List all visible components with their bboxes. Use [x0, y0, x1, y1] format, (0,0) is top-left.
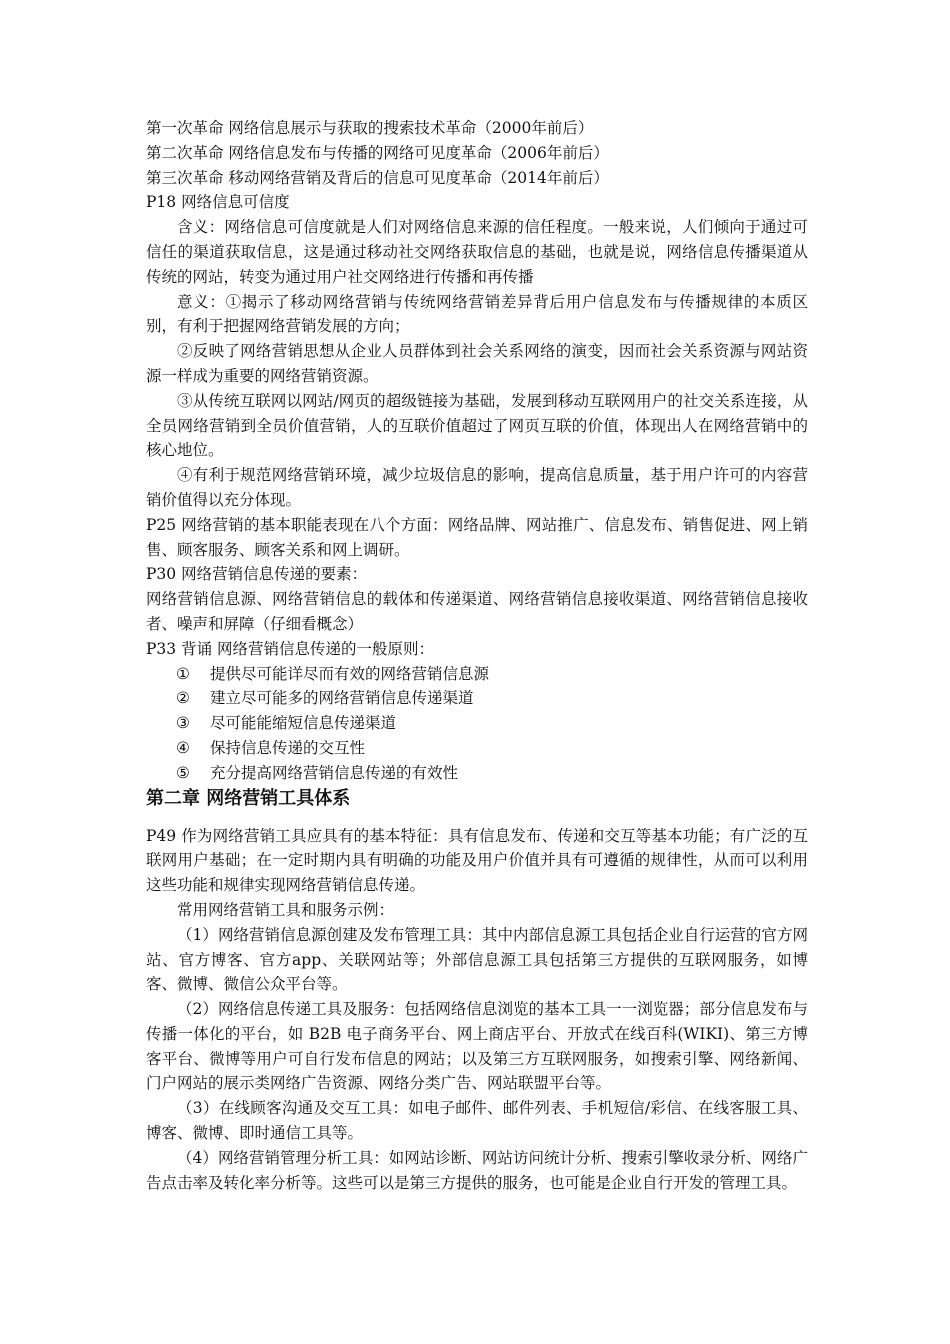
list-item [146, 711, 808, 736]
list-marker: ② [176, 689, 190, 708]
tool-item-1: （1）网络营销信息源创建及发布管理工具：其中内部信息源工具包括企业自行运营的官方网站、官方博客、官方app、关联网站等；外部信息源工具包括第三方提供的互联网服务，如博客、微博、微信公众平台等。 [146, 925, 808, 994]
tool-item-4: （4）网络营销管理分析工具：如网站诊断、网站访问统计分析、搜索引擎收录分析、网络广告点击率及转化率分析等。这些可以是第三方提供的服务，也可能是企业自行开发的管理工具。 [146, 1148, 808, 1192]
list-item [146, 761, 808, 786]
p18-significance-1: 意义：①揭示了移动网络营销与传统网络营销差异背后用户信息发布与传播规律的本质区别，有利于把握网络营销发展的方向； [146, 292, 808, 336]
list-item [146, 662, 808, 687]
p18-significance-3: ③从传统互联网以网站/网页的超级链接为基础，发展到移动互联网用户的社交关系连接，从全员网络营销到全员价值营销，人的互联价值超过了网页互联的价值，体现出人在网络营销中的核心地位。 [146, 391, 808, 460]
list-item-text: 保持信息传递的交互性 [210, 738, 366, 757]
p30-title: P30 网络营销信息传递的要素： [146, 565, 368, 584]
list-item-text: 提供尽可能详尽而有效的网络营销信息源 [210, 664, 490, 683]
list-item-text: 尽可能能缩短信息传递渠道 [210, 714, 397, 733]
list-item-text: 建立尽可能多的网络营销信息传递渠道 [210, 689, 474, 708]
revolution-1: 第一次革命 网络信息展示与获取的搜索技术革命（2000年前后） [146, 119, 594, 137]
list-marker: ③ [176, 714, 190, 733]
list-item [146, 736, 808, 761]
p49-paragraph: P49 作为网络营销工具应具有的基本特征：具有信息发布、传递和交互等基本功能；有广泛的互联网用户基础；在一定时期内具有明确的功能及用户价值并具有可遵循的规律性，从而可以利用这些功能和规律实现网络营销信息传递。 [146, 826, 808, 895]
revolution-2: 第二次革命 网络信息发布与传播的网络可见度革命（2006年前后） [146, 143, 609, 162]
p18-title: P18 网络信息可信度 [146, 193, 290, 212]
p18-significance-2: ②反映了网络营销思想从企业人员群体到社会关系网络的演变，因而社会关系资源与网站资源一样成为重要的网络营销资源。 [146, 342, 808, 385]
list-marker: ⑤ [176, 763, 190, 782]
p30-body: 网络营销信息源、网络营销信息的载体和传递渠道、网络营销信息接收渠道、网络营销信息接收者、噪声和屏障（仔细看概念） [146, 590, 808, 633]
list-item-text: 充分提高网络营销信息传递的有效性 [210, 763, 459, 782]
list-marker: ④ [176, 738, 190, 757]
tool-item-3: （3）在线顾客沟通及交互工具：如电子邮件、邮件列表、手机短信/彩信、在线客服工具、博客、微博、即时通信工具等。 [146, 1099, 808, 1143]
document-page [146, 116, 808, 1195]
revolution-3: 第三次革命 移动网络营销及背后的信息可见度革命（2014年前后） [146, 168, 609, 187]
list-item [146, 686, 808, 711]
tools-intro: 常用网络营销工具和服务示例： [177, 900, 395, 919]
tool-item-2: （2）网络信息传递工具及服务：包括网络信息浏览的基本工具一一浏览器；部分信息发布与传播一体化的平台，如 B2B 电子商务平台、网上商店平台、开放式在线百科(WIKI)、第三方博客平台、微博等用户可自行发布信息的网站；以及第三方互联网服务，如搜索引擎、网络新闻、门户网站的展示类网络广告资源、网络分类广告、网站联盟平台等。 [146, 1000, 808, 1093]
chapter-heading: 第二章 网络营销工具体系 [146, 787, 351, 809]
p33-principles-list [146, 662, 808, 786]
p33-title: P33 背诵 网络营销信息传递的一般原则： [146, 639, 435, 658]
p25-paragraph: P25 网络营销的基本职能表现在八个方面：网络品牌、网站推广、信息发布、销售促进、网上销售、顾客服务、顾客关系和网上调研。 [146, 515, 808, 559]
p18-significance-4: ④有利于规范网络营销环境，减少垃圾信息的影响，提高信息质量，基于用户许可的内容营销价值得以充分体现。 [146, 466, 808, 509]
list-marker: ① [176, 664, 190, 683]
p18-meaning: 含义：网络信息可信度就是人们对网络信息来源的信任程度。一般来说，人们倾向于通过可信任的渠道获取信息，这是通过移动社交网络获取信息的基础，也就是说，网络信息传播渠道从传统的网站，转变为通过用户社交网络进行传播和再传播 [146, 218, 808, 286]
